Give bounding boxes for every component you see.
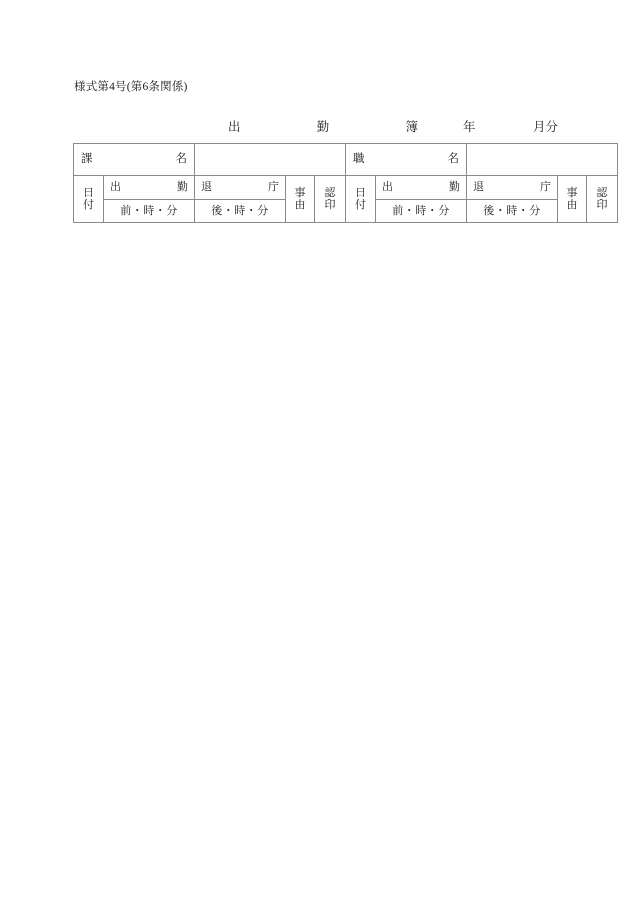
kamei-input[interactable]: [195, 144, 346, 176]
header-reason-left-line1: 事: [294, 186, 306, 199]
header-seal-left: [315, 176, 346, 223]
title-char-3: 簿: [405, 120, 418, 134]
attendance-table: [73, 143, 618, 223]
header-seal-right-line2: 印: [596, 199, 608, 211]
header-arrive-left-a: 出: [110, 181, 121, 194]
header-leave-sub-left: 後・時・分: [195, 199, 286, 223]
title-char-1: 出: [228, 120, 241, 134]
section-label-kamei: [74, 144, 195, 176]
header-seal-right: [587, 176, 618, 223]
document-title: [228, 117, 418, 135]
header-leave-left-a: 退: [201, 181, 212, 194]
header-arrive-right: [376, 176, 467, 200]
header-reason-left-line2: 由: [294, 199, 306, 211]
header-reason-right-line2: 由: [566, 199, 578, 211]
period-label: [463, 117, 558, 135]
name-header-row: [74, 144, 618, 176]
header-reason-left: [286, 176, 315, 223]
header-seal-left-line1: 認: [324, 186, 336, 199]
header-leave-left-b: 庁: [268, 181, 279, 194]
header-date-right: [346, 176, 376, 223]
shokumei-input[interactable]: [467, 144, 618, 176]
header-leave-left: [195, 176, 286, 200]
header-date-left: [74, 176, 104, 223]
header-arrive-left: [104, 176, 195, 200]
header-leave-sub-right: 後・時・分: [467, 199, 558, 223]
header-seal-left-line2: 印: [324, 199, 336, 211]
header-date-right-line1: 日: [355, 186, 367, 199]
form-number: 様式第4号(第6条関係): [74, 81, 188, 93]
header-arrive-right-b: 勤: [449, 181, 461, 194]
header-date-left-line1: 日: [83, 186, 94, 199]
period-month-label: 月分: [532, 120, 558, 134]
header-arrive-left-b: 勤: [177, 181, 188, 194]
section-label-shokumei: [346, 144, 467, 176]
header-seal-right-line1: 認: [596, 186, 608, 199]
header-date-left-line2: 付: [83, 199, 94, 211]
shokumei-label-right: 名: [447, 153, 460, 166]
title-char-2: 勤: [316, 120, 330, 134]
header-leave-right: [467, 176, 558, 200]
header-leave-right-b: 庁: [540, 181, 552, 194]
period-year-label: 年: [463, 120, 476, 134]
title-line: [73, 117, 558, 137]
header-reason-right: [558, 176, 587, 223]
header-arrive-sub-right: 前・時・分: [376, 199, 467, 223]
kamei-label-left: 課: [81, 153, 93, 166]
header-date-right-line2: 付: [355, 199, 367, 211]
shokumei-label-left: 職: [353, 153, 365, 166]
header-arrive-sub-left: 前・時・分: [104, 199, 195, 223]
header-reason-right-line1: 事: [566, 186, 578, 199]
header-arrive-right-a: 出: [382, 181, 394, 194]
header-leave-right-a: 退: [473, 181, 485, 194]
kamei-label-right: 名: [175, 153, 187, 166]
column-header-row-1: [74, 176, 618, 200]
